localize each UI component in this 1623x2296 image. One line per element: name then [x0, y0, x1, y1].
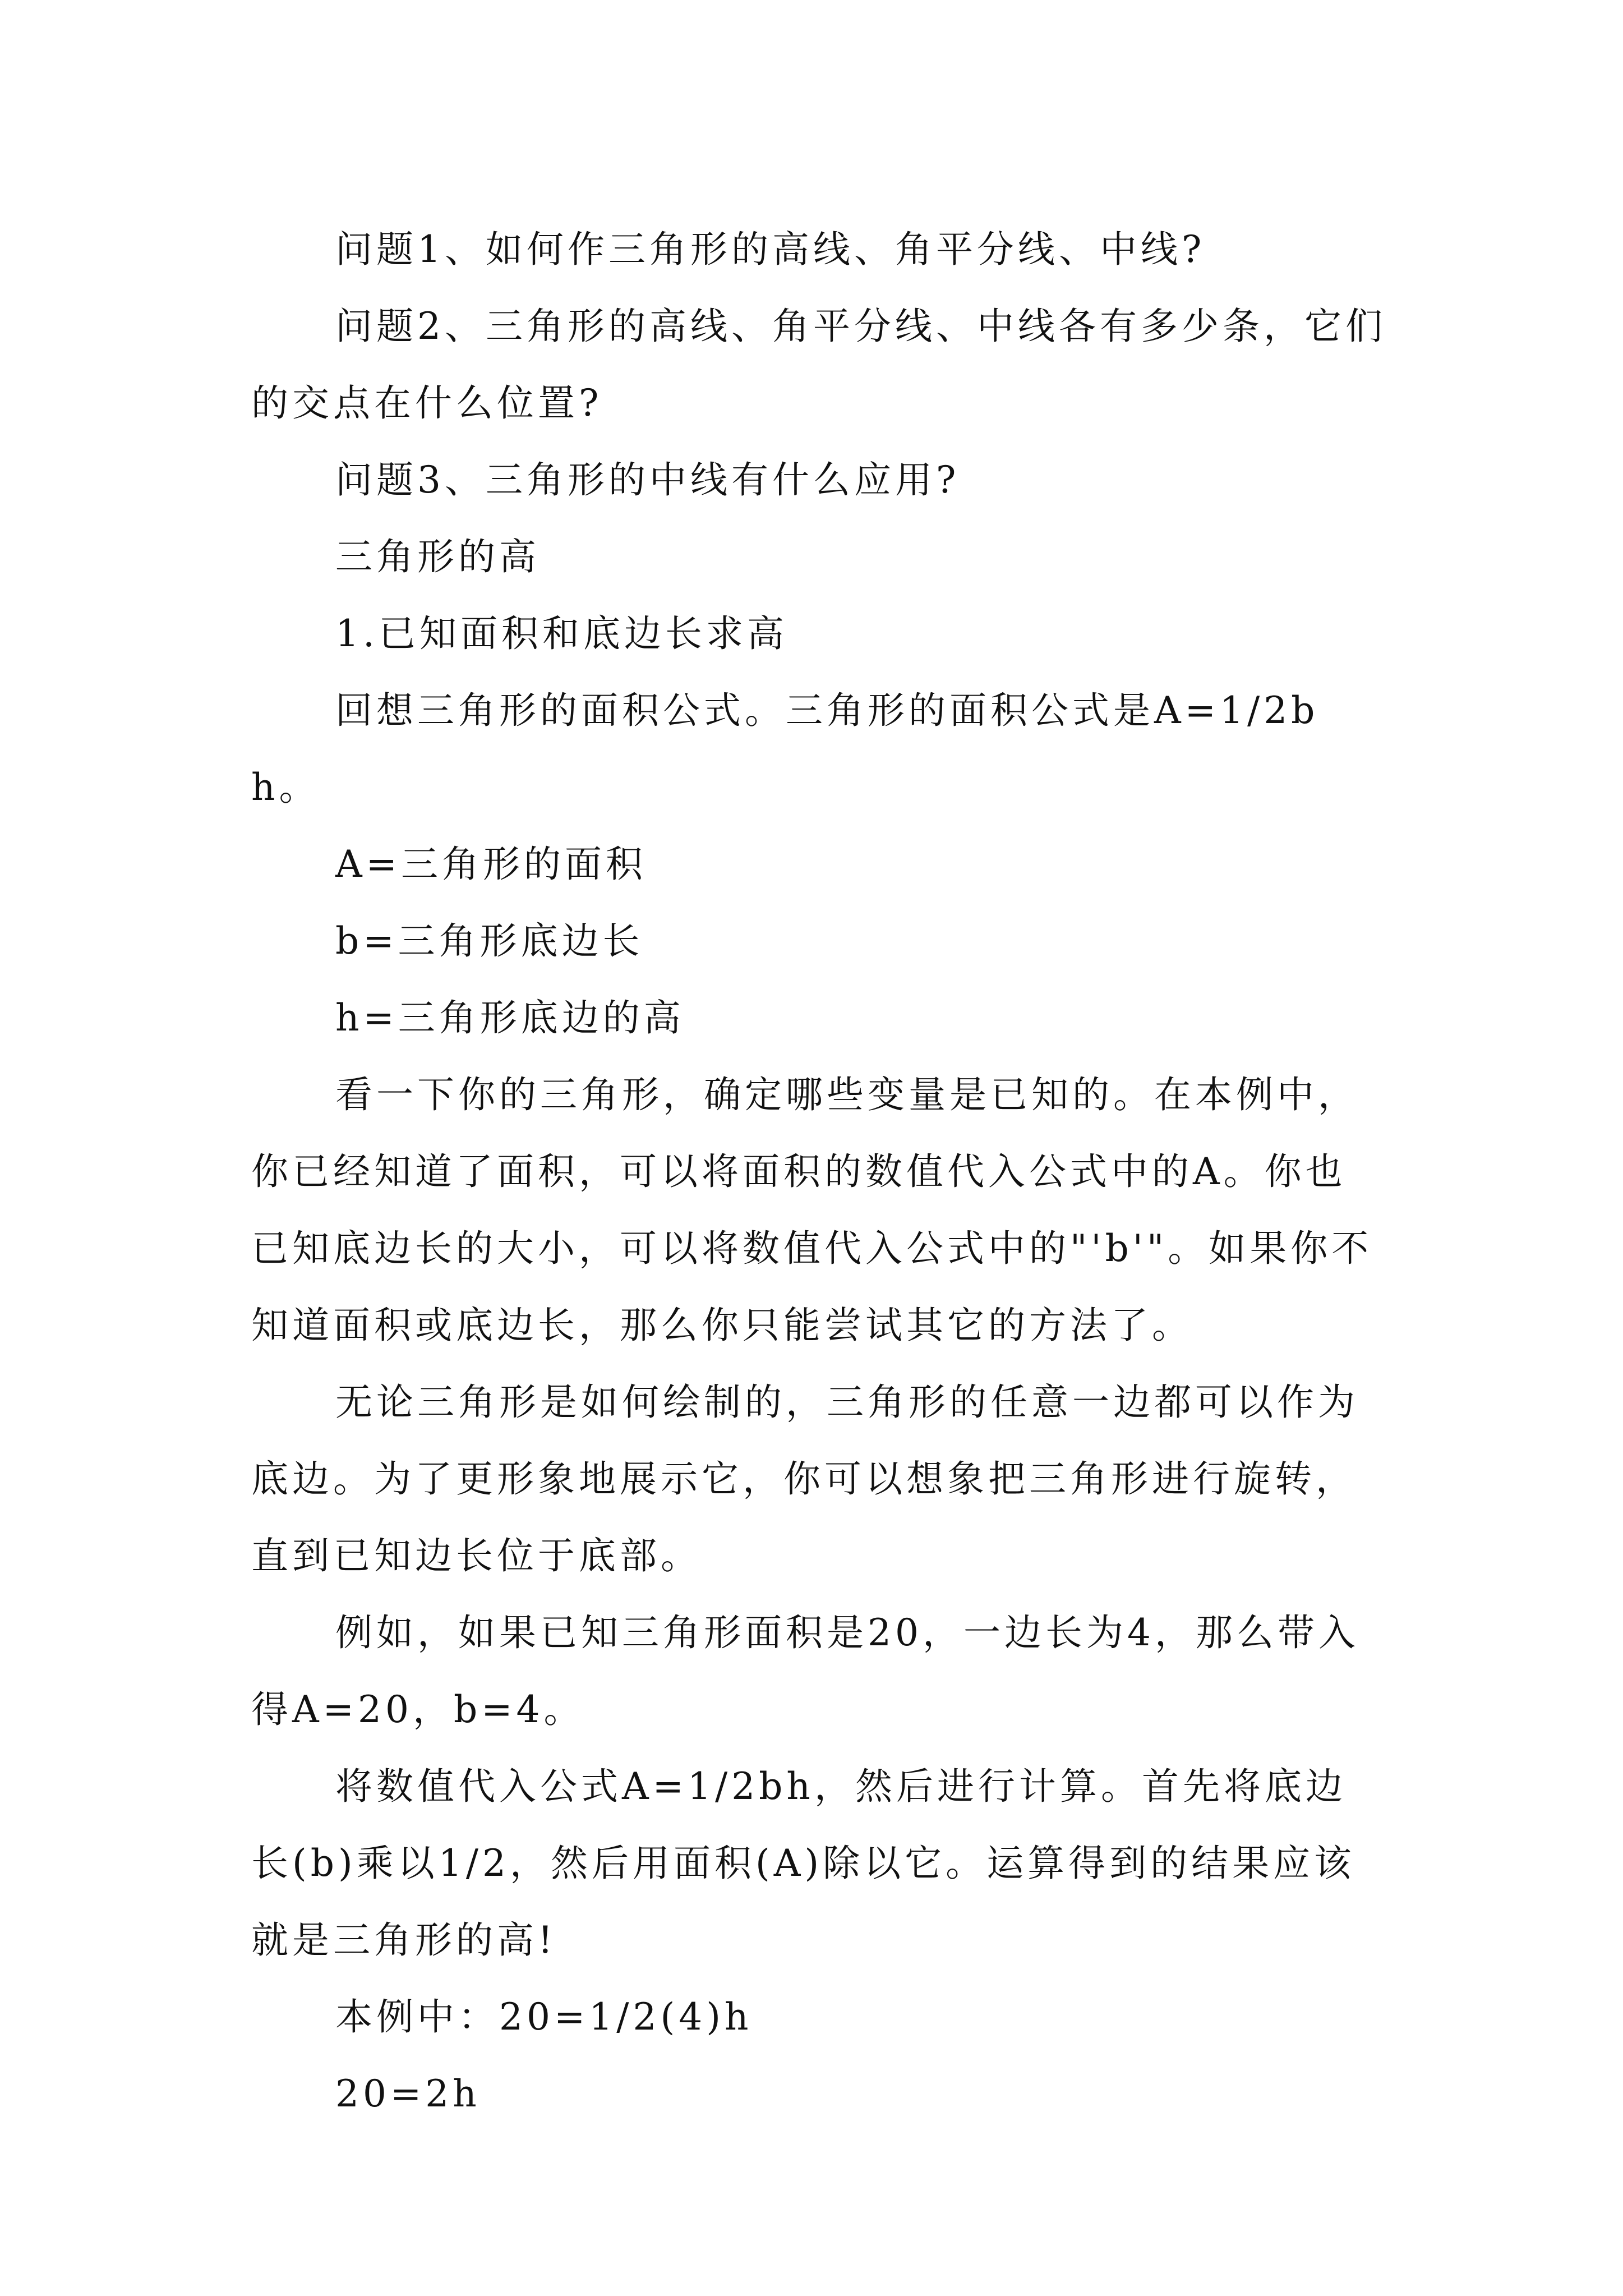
any-side-base-paragraph: 无论三角形是如何绘制的，三角形的任意一边都可以作为底边。为了更形象地展示它，你可以想象把三角形进行旋转，直到已知边长位于底部。	[251, 1381, 1359, 1577]
question-3-paragraph: 问题3、三角形的中线有什么应用?	[335, 458, 960, 501]
question-1-paragraph: 问题1、如何作三角形的高线、角平分线、中线?	[335, 228, 1206, 271]
variable-a-definition: A=三角形的面积	[335, 843, 647, 886]
variable-b-definition: b=三角形底边长	[335, 919, 644, 963]
variable-h-definition: h=三角形底边的高	[335, 996, 685, 1039]
question-2-paragraph: 问题2、三角形的高线、角平分线、中线各有多少条，它们的交点在什么位置?	[251, 305, 1386, 425]
section-heading: 三角形的高	[335, 535, 540, 578]
example-equation-2: 20=2h	[335, 2072, 481, 2115]
known-variables-paragraph: 看一下你的三角形，确定哪些变量是已知的。在本例中，你已经知道了面积，可以将面积的数值代入公式中的A。你也已知底边长的大小，可以将数值代入公式中的"'b'"。如果你不知道面积或底边长，那么你只能尝试其它的方法了。	[251, 1073, 1373, 1347]
area-formula-paragraph: 回想三角形的面积公式。三角形的面积公式是A=1/2bh。	[251, 689, 1319, 809]
subsection-heading: 1.已知面积和底边长求高	[335, 612, 788, 655]
calculation-paragraph: 将数值代入公式A=1/2bh，然后进行计算。首先将底边长(b)乘以1/2，然后用面积(A)除以它。运算得到的结果应该就是三角形的高!	[251, 1765, 1355, 1962]
example-paragraph: 例如，如果已知三角形面积是20，一边长为4，那么带入得A=20，b=4。	[251, 1611, 1359, 1731]
example-equation-1: 本例中：20=1/2(4)h	[335, 1995, 753, 2039]
document-body	[251, 211, 1386, 2132]
